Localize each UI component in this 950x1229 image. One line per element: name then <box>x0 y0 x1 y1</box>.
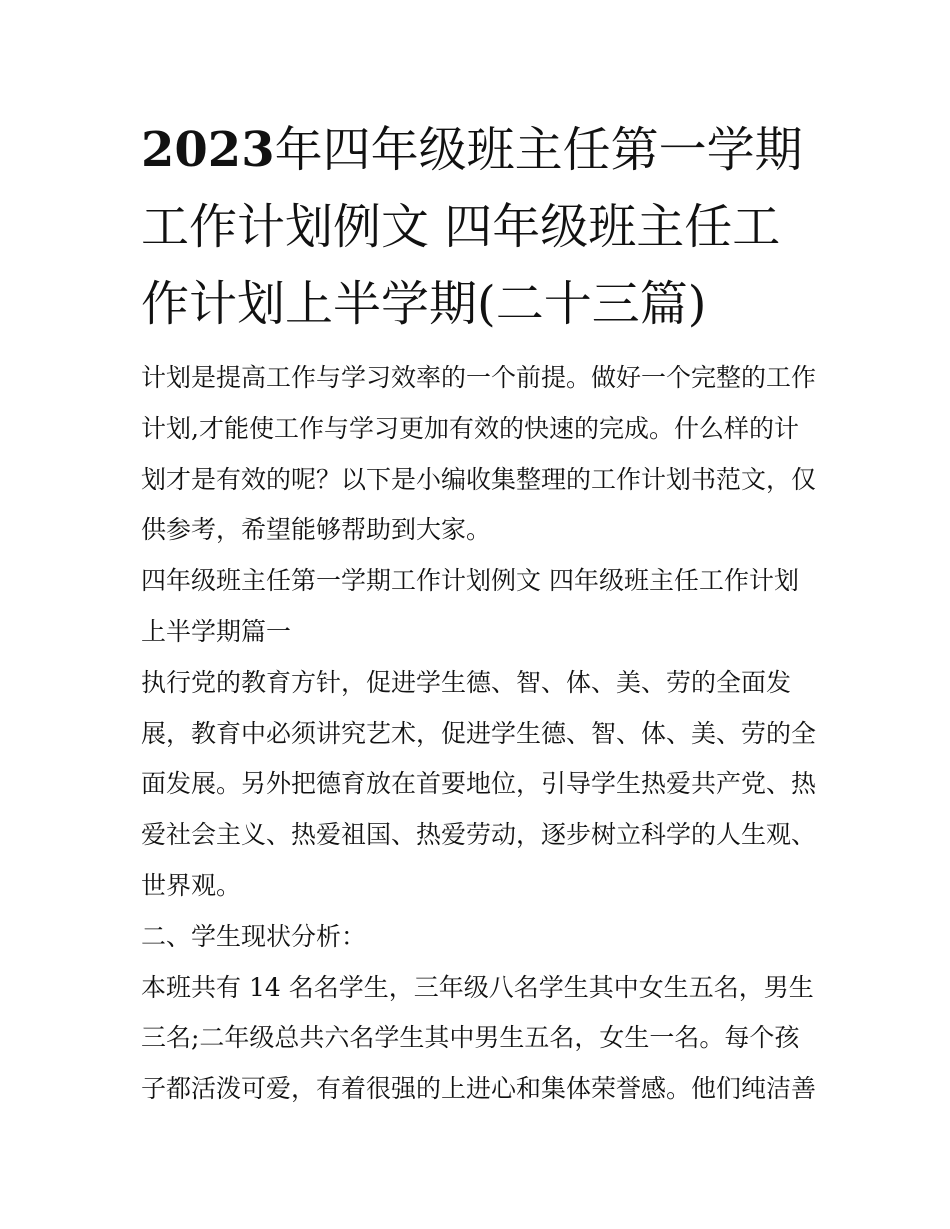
text-line: 四年级班主任第一学期工作计划例文 四年级班主任工作计划 <box>141 566 799 596</box>
title-year: 2023 <box>141 122 275 178</box>
title-line <box>141 112 813 189</box>
text-line: 爱社会主义、热爱祖国、热爱劳动，逐步树立科学的人生观、 <box>141 820 817 850</box>
text-line: 上半学期篇一 <box>141 616 292 646</box>
text-line: 子都活泼可爱，有着很强的上进心和集体荣誉感。他们纯洁善 <box>141 1074 817 1104</box>
text-line: 三名;二年级总共六名学生其中男生五名，女生一名。每个孩 <box>141 1023 800 1053</box>
section-heading <box>141 556 813 658</box>
subsection-heading <box>141 912 813 963</box>
text-line: 划才是有效的呢？以下是小编收集整理的工作计划书范文，仅 <box>141 464 817 494</box>
text-line: 世界观。 <box>141 870 242 900</box>
text-line: 供参考，希望能够帮助到大家。 <box>141 515 492 545</box>
title-line: 工作计划例文 四年级班主任工 <box>141 199 781 255</box>
document-body <box>141 112 817 1115</box>
text-line: 计划,才能使工作与学习更加有效的快速的完成。什么样的计 <box>141 413 799 443</box>
body-paragraph <box>141 658 817 912</box>
text-line: 本班共有 14 名名学生，三年级八名学生其中女生五名，男生 <box>141 972 814 1002</box>
text-line: 面发展。另外把德育放在首要地位，引导学生热爱共产党、热 <box>141 769 817 799</box>
body-paragraph <box>141 963 817 1115</box>
text-line: 展，教育中必须讲究艺术，促进学生德、智、体、美、劳的全 <box>141 718 817 748</box>
title-text: 年四年级班主任第一学期 <box>274 122 803 178</box>
intro-paragraph <box>141 353 817 556</box>
document-title <box>141 112 813 343</box>
text-line: 二、学生现状分析： <box>141 921 367 951</box>
title-line: 作计划上半学期(二十三篇) <box>141 276 707 332</box>
text-line: 计划是提高工作与学习效率的一个前提。做好一个完整的工作 <box>141 363 817 392</box>
text-line: 执行党的教育方针，促进学生德、智、体、美、劳的全面发 <box>141 667 792 697</box>
